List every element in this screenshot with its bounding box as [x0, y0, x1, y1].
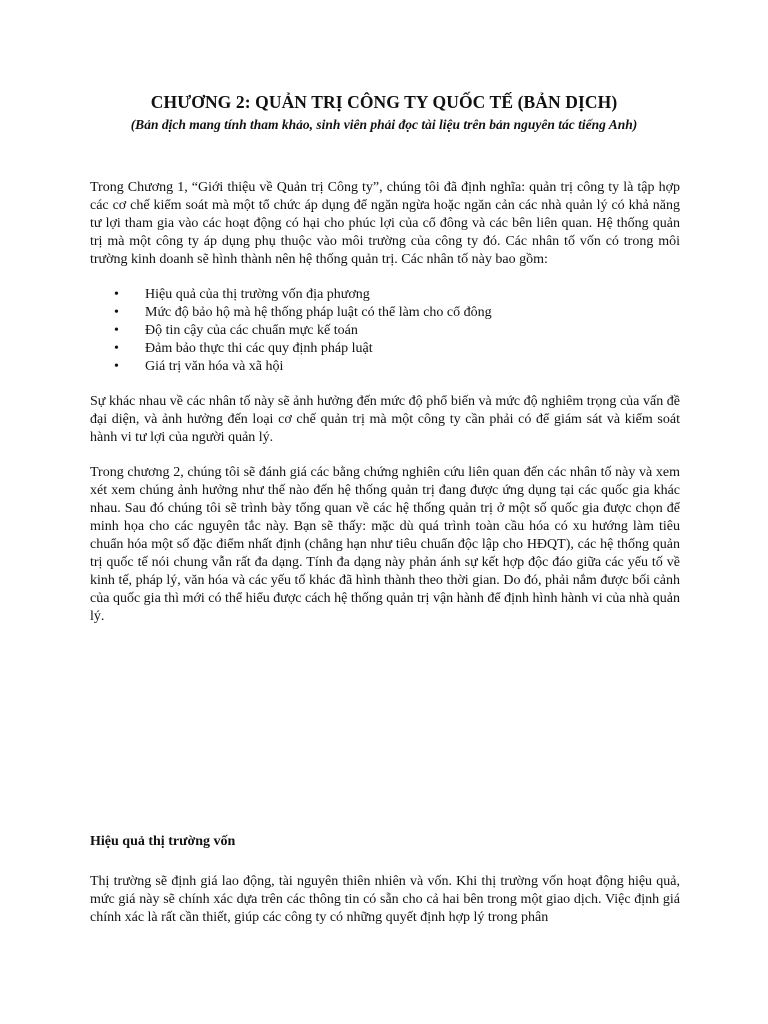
section-paragraph: Thị trường sẽ định giá lao động, tài nguyên thiên nhiên và vốn. Khi thị trường vốn hoạt động hiệu quả, mức giá này sẽ chính xác dựa trên các thông tin có sẵn cho cả hai bên trong một giao dịch. Việc định giá chính xác là rất cần thiết, giúp các công ty có những quyết định hợp lý trong phân: [90, 874, 680, 925]
chapter-title: CHƯƠNG 2: QUẢN TRỊ CÔNG TY QUỐC TẾ (BẢN DỊCH): [150, 92, 618, 112]
list-item: • Hiệu quả của thị trường vốn địa phương: [90, 286, 680, 304]
factor-list: [90, 286, 680, 376]
section-heading: Hiệu quả thị trường vốn: [90, 834, 236, 849]
list-item: • Mức độ bảo hộ mà hệ thống pháp luật có thể làm cho cổ đông: [90, 304, 680, 322]
chapter-overview-paragraph: Trong chương 2, chúng tôi sẽ đánh giá các bằng chứng nghiên cứu liên quan đến các nhân tố này và xem xét xem chúng ảnh hưởng như thế nào đến hệ thống quản trị đang được ứng dụng tại các quốc gia khác nhau. Sau đó chúng tôi sẽ trình bày tổng quan về các hệ thống quản trị ở một số quốc gia được chọn để minh họa cho các nguyên tắc này. Bạn sẽ thấy: mặc dù quá trình toàn cầu hóa có xu hướng làm tiêu chuẩn hóa một số đặc điểm nhất định (chẳng hạn như tiêu chuẩn độc lập cho HĐQT), các hệ thống quản trị quốc tế nói chung vẫn rất đa dạng. Tính đa dạng này phản ánh sự kết hợp độc đáo giữa các yếu tố về kinh tế, pháp lý, văn hóa và các yếu tố khác đã hình thành theo thời gian. Do đó, phải nắm được bối cảnh của quốc gia thì mới có thể hiểu được cách hệ thống quản trị vận hành để định hình hành vi của nhà quản lý.: [90, 465, 680, 624]
differences-paragraph: Sự khác nhau về các nhân tố này sẽ ảnh hưởng đến mức độ phổ biến và mức độ nghiêm trọng của vấn đề đại diện, và ảnh hưởng đến loại cơ chế quản trị mà một công ty cần phải có để giám sát và kiểm soát hành vi tư lợi của người quản lý.: [90, 394, 680, 445]
intro-paragraph: Trong Chương 1, “Giới thiệu về Quản trị Công ty”, chúng tôi đã định nghĩa: quản trị công ty là tập hợp các cơ chế kiểm soát mà một tổ chức áp dụng để ngăn ngừa hoặc ngăn cản các nhà quản lý có khả năng tư lợi tham gia vào các hoạt động có hại cho phúc lợi của cổ đông và các bên liên quan. Hệ thống quản trị mà một công ty áp dụng phụ thuộc vào môi trường của công ty đó. Các nhân tố vốn có trong môi trường kinh doanh sẽ hình thành nên hệ thống quản trị. Các nhân tố này bao gồm:: [90, 180, 680, 267]
translation-note: (Bản dịch mang tính tham khảo, sinh viên phải đọc tài liệu trên bản nguyên tác tiếng Anh): [130, 117, 638, 132]
list-item: • Độ tin cậy của các chuẩn mực kế toán: [90, 322, 680, 340]
list-item: • Đảm bảo thực thi các quy định pháp luật: [90, 340, 680, 358]
list-item: • Giá trị văn hóa và xã hội: [90, 358, 680, 376]
